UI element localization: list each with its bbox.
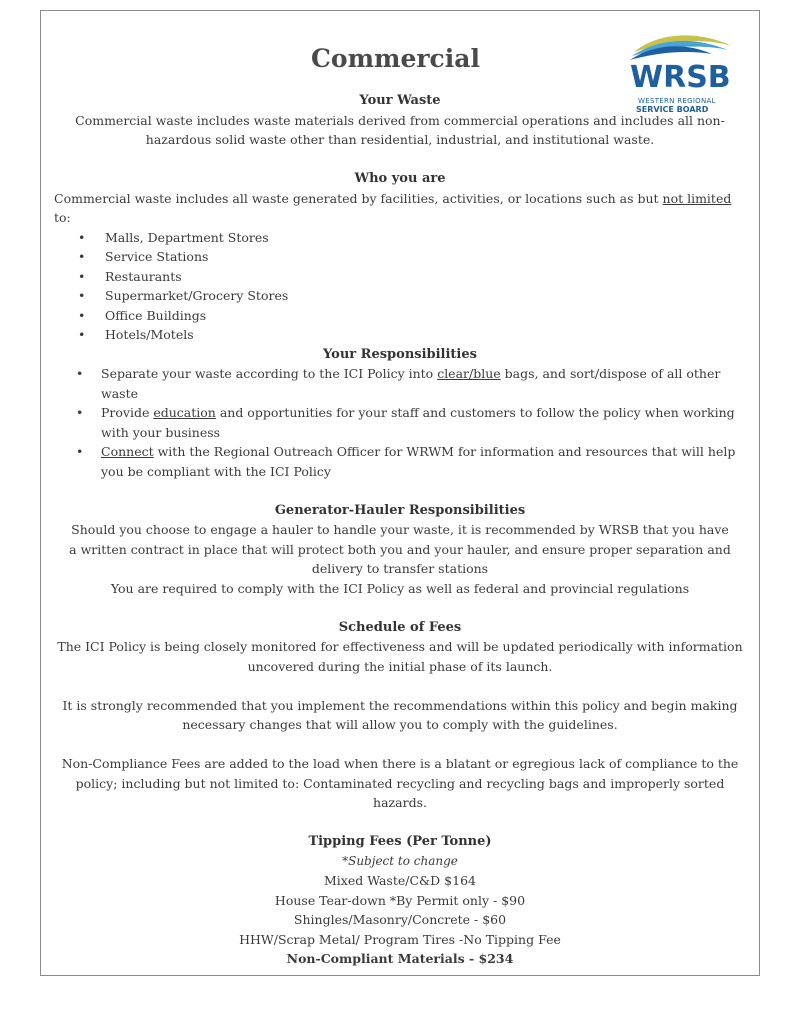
generator-hauler-para1: Should you choose to engage a hauler to handle your waste, it is recommended by WRSB that you have a written contract in place that will protect both you and your hauler, and ensure proper separation and delivery to transfer stations bbox=[69, 522, 731, 576]
tipping-fees-note: *Subject to change bbox=[342, 853, 458, 868]
list-item: • Separate your waste according to the ICI Policy into clear/blue bags, and sort/dispose of all other waste bbox=[48, 364, 752, 403]
clear-blue-underline: clear/blue bbox=[437, 366, 501, 381]
list-item: • Restaurants bbox=[48, 267, 752, 287]
connect-underline: Connect bbox=[101, 444, 154, 459]
tipping-fee-line: House Tear-down *By Permit only - $90 bbox=[274, 892, 526, 908]
facility-list bbox=[48, 228, 752, 345]
schedule-of-fees-para3: Non-Compliance Fees are added to the load when there is a blatant or egregious lack of compliance to the policy; including but not limited to: Contaminated recycling and recycling bags and improperly sorted hazards. bbox=[61, 756, 739, 810]
schedule-of-fees-para2: It is strongly recommended that you implement the recommendations within this policy and begin making necessary changes that will allow you to comply with the guidelines. bbox=[62, 697, 738, 732]
who-you-are-intro: Commercial waste includes all waste generated by facilities, activities, or locations such as but not limited to: bbox=[54, 190, 732, 225]
list-item: • Service Stations bbox=[48, 247, 752, 267]
tipping-fee-line: HHW/Scrap Metal/ Program Tires -No Tipping Fee bbox=[239, 931, 561, 947]
your-waste-text: Commercial waste includes waste materials derived from commercial operations and includes all non-hazardous solid waste other than residential, industrial, and institutional waste. bbox=[75, 112, 725, 147]
list-item: • Malls, Department Stores bbox=[48, 228, 752, 248]
tipping-fees-heading: Tipping Fees (Per Tonne) bbox=[308, 834, 492, 849]
list-item: • Connect with the Regional Outreach Officer for WRWM for information and resources that will help you be compliant with the ICI Policy bbox=[48, 442, 752, 481]
wave-logo-icon bbox=[628, 30, 740, 62]
logo-subtitle-line1: WESTERN REGIONAL bbox=[638, 97, 716, 105]
schedule-of-fees-para1: The ICI Policy is being closely monitored for effectiveness and will be updated periodically with information uncovered during the initial phase of its launch. bbox=[57, 639, 743, 674]
who-you-are-heading: Who you are bbox=[354, 171, 446, 186]
not-limited-underline: not limited bbox=[662, 190, 732, 206]
logo-wordmark: WRSB bbox=[630, 60, 731, 95]
list-item: • Supermarket/Grocery Stores bbox=[48, 286, 752, 306]
your-waste-heading: Your Waste bbox=[359, 93, 441, 108]
list-item: • Office Buildings bbox=[48, 306, 752, 326]
responsibilities-heading: Your Responsibilities bbox=[323, 346, 477, 362]
schedule-of-fees-heading: Schedule of Fees bbox=[338, 619, 462, 635]
logo-subtitle-line2: SERVICE BOARD bbox=[636, 105, 709, 114]
responsibilities-list bbox=[48, 364, 752, 481]
tipping-fee-line: Shingles/Masonry/Concrete - $60 bbox=[293, 912, 507, 927]
generator-hauler-heading: Generator-Hauler Responsibilities bbox=[274, 502, 526, 518]
non-compliant-fee-line: Non-Compliant Materials - $234 bbox=[286, 951, 514, 966]
list-item: • Hotels/Motels bbox=[48, 325, 752, 345]
document-body bbox=[48, 91, 752, 969]
page-title: Commercial bbox=[311, 44, 480, 73]
generator-hauler-para2: You are required to comply with the ICI Policy as well as federal and provincial regulations bbox=[110, 580, 690, 596]
list-item: • Provide education and opportunities for your staff and customers to follow the policy when working with your business bbox=[48, 403, 752, 442]
tipping-fee-line: Mixed Waste/C&D $164 bbox=[324, 873, 476, 888]
education-underline: education bbox=[153, 405, 216, 420]
